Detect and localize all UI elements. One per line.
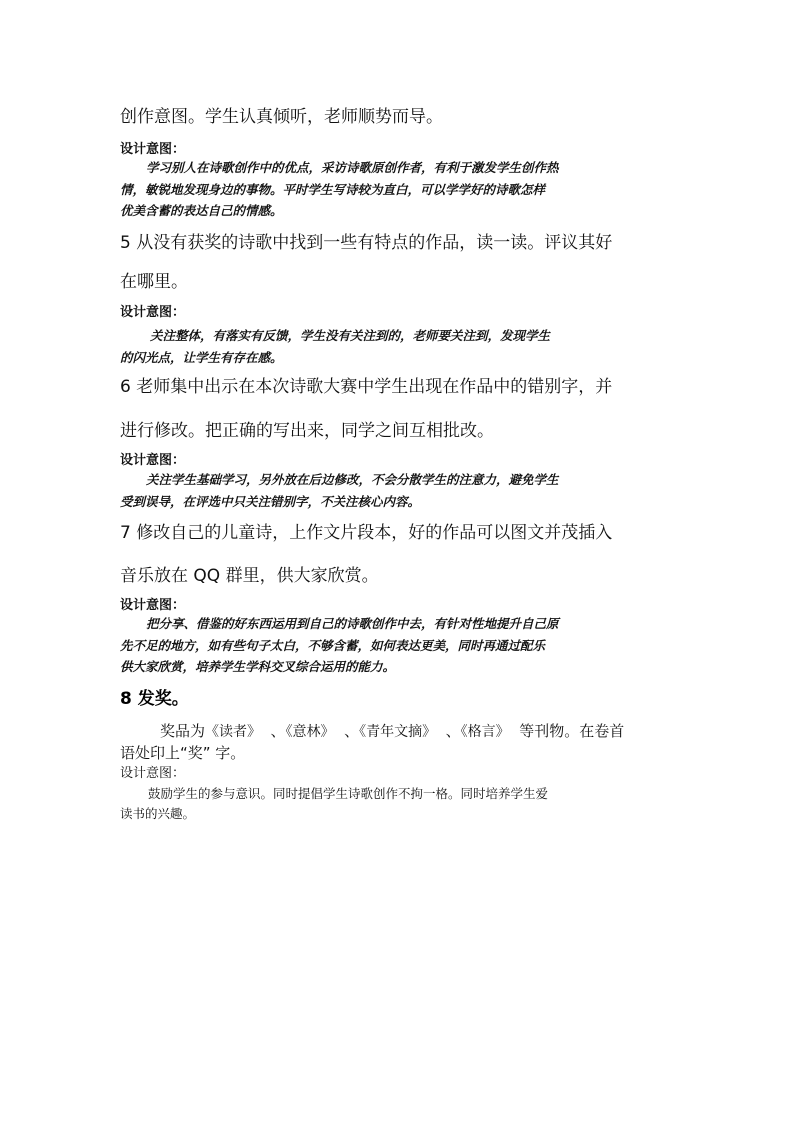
design-intent-label: 设计意图： — [120, 598, 186, 613]
note-line: 先不足的地方，如有些句子太白，不够含蓄，如何表达更美，同时再通过配乐 — [120, 637, 546, 653]
step-5-line-1: 5 从没有获奖的诗歌中找到一些有特点的作品，读一读。评议其好 — [120, 233, 613, 253]
note-line: 情，敏锐地发现身边的事物。平时学生写诗较为直白，可以学学好的诗歌怎样 — [120, 181, 546, 197]
step-6-line-2: 进行修改。把正确的写出来，同学之间互相批改。 — [120, 421, 494, 441]
award-prefix: 奖品为 — [160, 722, 206, 740]
step-5-line-2: 在哪里。 — [120, 272, 188, 292]
note-line: 鼓励学生的参与意识。同时提倡学生诗歌创作不拘一格。同时培养学生爱 — [148, 786, 549, 801]
book-title: 《格言》 — [460, 724, 510, 740]
note-line: 读书的兴趣。 — [120, 806, 196, 821]
note-line: 受到误导，在评选中只关注错别字，不关注核心内容。 — [120, 493, 421, 509]
note-line: 关注整体，有落实有反馈，学生没有关注到的，老师要关注到，发现学生 — [150, 328, 551, 343]
design-intent-note — [120, 157, 680, 222]
note-line: 的闪光点，让学生有存在感。 — [120, 349, 283, 365]
note-line: 优美含蓄的表达自己的情感。 — [120, 203, 283, 218]
note-line: 把分享、借鉴的好东西运用到自己的诗歌创作中去，有针对性地提升自己原 — [146, 616, 559, 631]
design-intent-note — [120, 469, 680, 512]
step-8-title: 发奖。 — [137, 689, 189, 709]
book-title: 《读者》 — [205, 724, 262, 740]
design-intent-label: 设计意图： — [120, 305, 186, 320]
step-8-number: 8 — [120, 689, 132, 709]
note-line: 关注学生基础学习，另外放在后边修改，不会分散学生的注意力，避免学生 — [146, 472, 559, 487]
design-intent-label: 设计意图： — [120, 142, 186, 157]
award-line-1: 奖品为《读者》 、《意林》 、《青年文摘》 、《格言》 等刊物。在卷首 — [160, 722, 625, 740]
award-suffix: 等刊物。在卷首 — [519, 722, 625, 740]
design-intent-label: 设计意图： — [120, 453, 186, 468]
note-line: 学习别人在诗歌创作中的优点，采访诗歌原创作者，有利于激发学生创作热 — [146, 160, 559, 175]
design-intent-label: 设计意图： — [120, 766, 186, 781]
award-line-2: 语处印上“奖” 字。 — [120, 744, 246, 762]
step-6-line-1: 6 老师集中出示在本次诗歌大赛中学生出现在作品中的错别字，并 — [120, 377, 613, 397]
book-title: 《意林》 — [285, 724, 335, 740]
intro-line: 创作意图。学生认真倾听，老师顺势而导。 — [120, 107, 443, 127]
step-7-line-1: 7 修改自己的儿童诗，上作文片段本，好的作品可以图文并茂插入 — [120, 523, 613, 543]
book-title: 《青年文摘》 — [359, 724, 437, 740]
note-line: 供大家欣赏，培养学生学科交叉综合运用的能力。 — [120, 659, 396, 674]
step-7-line-2: 音乐放在 QQ 群里，供大家欣赏。 — [120, 566, 379, 586]
design-intent-note — [120, 784, 680, 824]
design-intent-note — [120, 325, 680, 368]
step-8-heading — [120, 688, 189, 710]
design-intent-note — [120, 613, 680, 678]
